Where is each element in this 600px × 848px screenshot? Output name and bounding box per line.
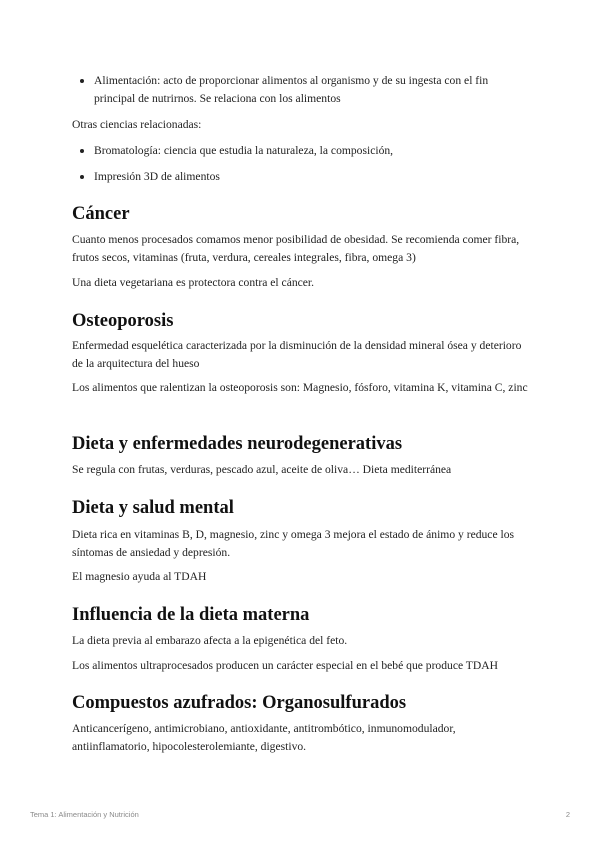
- list-item-impresion-3d: Impresión 3D de alimentos: [94, 170, 220, 183]
- paragraph: Dieta rica en vitaminas B, D, magnesio, zinc y omega 3 mejora el estado de ánimo y reduce los síntomas de ansiedad y depresión.: [72, 528, 515, 559]
- section-heading-compuestos-azufrados: Compuestos azufrados: Organosulfurados: [72, 693, 407, 713]
- page-number: 2: [565, 810, 570, 819]
- section-heading-dieta-materna: Influencia de la dieta materna: [72, 605, 310, 625]
- paragraph: Los alimentos que ralentizan la osteoporosis son: Magnesio, fósforo, vitamina K, vitamina C, zinc: [72, 381, 528, 394]
- bullet-dot: [80, 175, 84, 179]
- section-heading-osteoporosis: Osteoporosis: [72, 311, 174, 331]
- paragraph: Los alimentos ultraprocesados producen un carácter especial en el bebé que produce TDAH: [72, 659, 499, 672]
- paragraph: Enfermedad esquelética caracterizada por la disminución de la densidad mineral ósea y deterioro de la arquitectura del hueso: [72, 339, 522, 370]
- paragraph: La dieta previa al embarazo afecta a la epigenética del feto.: [72, 634, 348, 647]
- paragraph: Una dieta vegetariana es protectora contra el cáncer.: [72, 276, 315, 289]
- paragraph: Se regula con frutas, verduras, pescado azul, aceite de oliva… Dieta mediterránea: [72, 463, 452, 476]
- section-heading-cancer: Cáncer: [72, 204, 130, 224]
- footer-title: Tema 1: Alimentación y Nutrición: [30, 810, 139, 819]
- bullet-dot: [80, 79, 84, 83]
- bullet-dot: [80, 149, 84, 153]
- list-item-bromatologia: Bromatología: ciencia que estudia la naturaleza, la composición,: [94, 144, 394, 157]
- paragraph: Cuanto menos procesados comamos menor posibilidad de obesidad. Se recomienda comer fibra, frutos secos, vitaminas (fruta, verdura, cereales integrales, fibra, omega 3): [72, 233, 520, 264]
- paragraph: Anticancerígeno, antimicrobiano, antioxidante, antitrombótico, inmunomodulador, antiinflamatorio, hipocolesterolemiante, digestivo.: [72, 722, 456, 753]
- section-heading-salud-mental: Dieta y salud mental: [72, 498, 234, 518]
- list-item-alimentacion: Alimentación: acto de proporcionar alimentos al organismo y de su ingesta con el fin principal de nutrirnos. Se relaciona con los alimentos: [94, 74, 489, 105]
- related-sciences-label: Otras ciencias relacionadas:: [72, 118, 202, 131]
- paragraph: El magnesio ayuda al TDAH: [72, 570, 207, 583]
- section-heading-neurodegenerativas: Dieta y enfermedades neurodegenerativas: [72, 434, 403, 454]
